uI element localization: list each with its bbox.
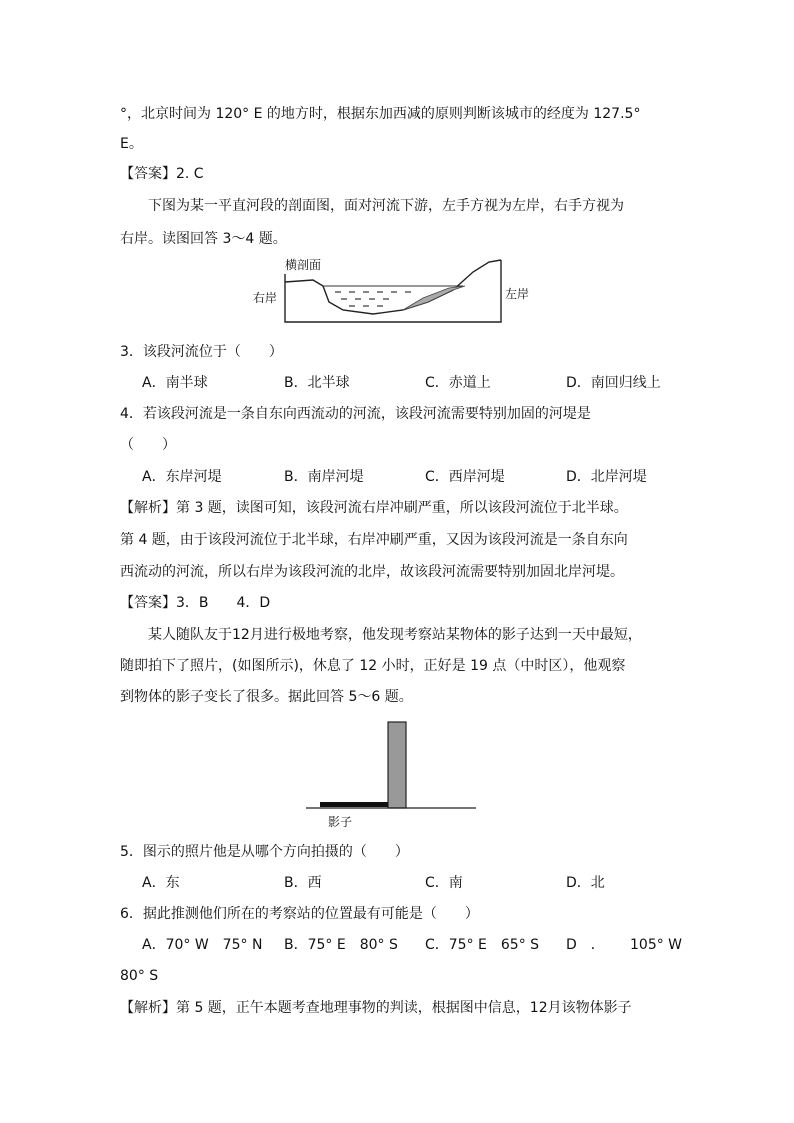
answer-34: 【答案】3．B 4．D: [120, 595, 271, 611]
q6-stem: 6．据此推测他们所在的考察站的位置最有可能是（ ）: [120, 906, 479, 922]
passage-1-line-2: 右岸。读图回答 3～4 题。: [120, 231, 287, 247]
passage-2-line-1: 某人随队友于12月进行极地考察，他发现考察站某物体的影子达到一天中最短，: [148, 627, 642, 643]
q5-option-c: C．南: [425, 875, 463, 891]
q6-option-a: A．70° W 75° N: [142, 937, 263, 953]
q4-option-b: B．南岸河堤: [284, 469, 364, 485]
label-cross-section: 横剖面: [285, 258, 322, 272]
q4-option-c: C．西岸河堤: [425, 469, 505, 485]
shadow-figure: [300, 716, 480, 832]
q6-option-d-latitude: 80° S: [120, 968, 159, 984]
q4-option-d: D．北岸河堤: [566, 469, 647, 485]
q6-option-d-longitude: 105° W: [630, 937, 683, 953]
object-pole: [388, 722, 406, 808]
label-shadow: 影子: [328, 815, 353, 829]
q4-stem-line-2: （ ）: [120, 437, 176, 453]
analysis-56-line-1: 【解析】第 5 题，正午本题考查地理事物的判读，根据图中信息，12月该物体影子: [120, 1000, 632, 1016]
q4-stem-line-1: 4．若该段河流是一条自东向西流动的河流，该段河流需要特别加固的河堤是: [120, 406, 591, 422]
q5-option-a: A．东: [142, 875, 180, 891]
analysis-34-line-3: 西流动的河流，所以右岸为该段河流的北岸，故该段河流需要特别加固北岸河堤。: [120, 564, 624, 580]
q4-option-a: A．东岸河堤: [142, 469, 222, 485]
label-left-bank: 左岸: [505, 287, 530, 301]
intro-line-1: °，北京时间为 120° E 的地方时，根据东加西减的原则判断该城市的经度为 127.5°: [120, 106, 641, 122]
q3-option-a: A．南半球: [142, 375, 208, 391]
q5-option-d: D．北: [566, 875, 605, 891]
q6-option-c: C．75° E 65° S: [425, 937, 540, 953]
water-body: [335, 292, 411, 306]
analysis-34-line-1: 【解析】第 3 题，读图可知，该段河流右岸冲刷严重，所以该段河流位于北半球。: [120, 500, 628, 516]
q3-option-d: D．南回归线上: [566, 375, 661, 391]
passage-2-line-3: 到物体的影子变长了很多。据此回答 5～6 题。: [120, 689, 413, 705]
analysis-34-line-2: 第 4 题，由于该段河流位于北半球，右岸冲刷严重，又因为该段河流是一条自东向: [120, 532, 628, 548]
intro-line-2: E。: [120, 136, 143, 152]
passage-2-line-2: 随即拍下了照片，(如图所示)，休息了 12 小时，正好是 19 点（中时区），他观察: [120, 658, 626, 674]
q3-stem: 3．该段河流位于（ ）: [120, 344, 283, 360]
q5-stem: 5．图示的照片他是从哪个方向拍摄的（ ）: [120, 844, 409, 860]
q6-option-d: D ．: [566, 937, 605, 953]
passage-1-line-1: 下图为某一平直河段的剖面图，面对河流下游，左手方视为左岸，右手方视为: [148, 198, 624, 214]
shadow-bar: [320, 802, 388, 807]
q3-option-b: B．北半球: [284, 375, 350, 391]
river-cross-section-figure: [253, 252, 530, 328]
q3-option-c: C．赤道上: [425, 375, 491, 391]
label-right-bank: 右岸: [253, 291, 278, 305]
sediment-deposit: [403, 286, 465, 310]
q6-option-b: B．75° E 80° S: [284, 937, 398, 953]
answer-2: 【答案】2. C: [120, 166, 204, 182]
q5-option-b: B．西: [284, 875, 322, 891]
